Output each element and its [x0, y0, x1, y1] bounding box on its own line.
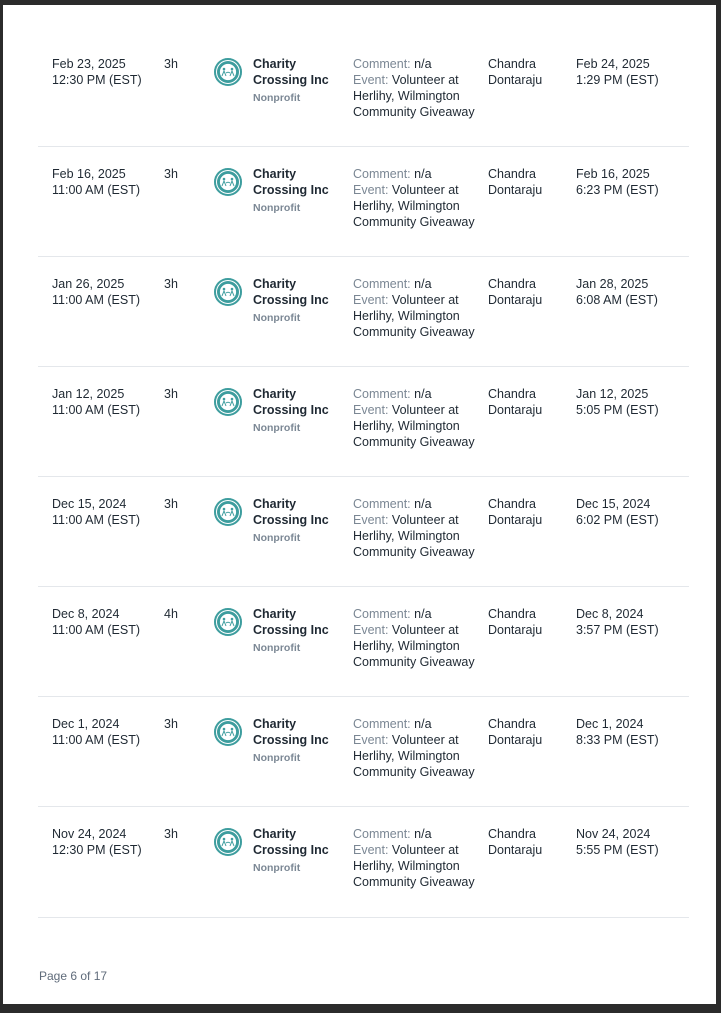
event-label: Event: [353, 183, 389, 197]
volunteer-name: Chandra Dontaraju [488, 167, 543, 197]
entry-hours: 3h [164, 387, 178, 401]
hours-entry-row [38, 147, 689, 257]
logged-at-cell [576, 496, 688, 528]
organization-cell [253, 56, 345, 105]
entry-date: Jan 12, 2025 [52, 387, 125, 401]
entry-date-cell [52, 56, 160, 88]
entry-details-cell [353, 716, 481, 780]
organization-type: Nonprofit [253, 642, 301, 654]
organization-cell [253, 276, 345, 325]
entry-date-cell [52, 716, 160, 748]
logged-time: 6:08 AM (EST) [576, 293, 658, 307]
logged-at-cell [576, 56, 688, 88]
entry-event [353, 732, 481, 780]
organization-name: Charity Crossing Inc [253, 57, 329, 87]
event-label: Event: [353, 733, 389, 747]
organization-type: Nonprofit [253, 312, 301, 324]
entry-hours: 3h [164, 57, 178, 71]
entry-event [353, 72, 481, 120]
charity-crossing-logo-icon [214, 828, 242, 856]
entry-comment [353, 166, 481, 182]
logged-at-cell [576, 386, 688, 418]
charity-crossing-logo-icon [214, 498, 242, 526]
entry-date-cell [52, 386, 160, 418]
entry-comment [353, 716, 481, 732]
entry-date: Dec 1, 2024 [52, 717, 120, 731]
organization-type: Nonprofit [253, 422, 301, 434]
logged-at-cell [576, 606, 688, 638]
comment-label: Comment: [353, 387, 411, 401]
entry-event [353, 842, 481, 890]
organization-name: Charity Crossing Inc [253, 497, 329, 527]
entry-hours: 4h [164, 607, 178, 621]
charity-crossing-logo-icon [214, 58, 242, 86]
comment-label: Comment: [353, 57, 411, 71]
organization-type: Nonprofit [253, 92, 301, 104]
comment-value: n/a [414, 607, 432, 621]
entry-date: Dec 8, 2024 [52, 607, 120, 621]
logged-at-cell [576, 276, 688, 308]
entry-details-cell [353, 826, 481, 890]
organization-type: Nonprofit [253, 752, 301, 764]
hours-entry-row [38, 477, 689, 587]
logged-date: Feb 24, 2025 [576, 57, 650, 71]
logged-date: Jan 28, 2025 [576, 277, 649, 291]
logged-time: 6:23 PM (EST) [576, 183, 659, 197]
comment-label: Comment: [353, 717, 411, 731]
event-value: Volunteer at Herlihy, Wilmington Community Giveaway [353, 623, 475, 669]
entry-hours: 3h [164, 497, 178, 511]
entry-comment [353, 606, 481, 622]
hours-entry-row [38, 37, 689, 147]
entry-date: Dec 15, 2024 [52, 497, 127, 511]
entry-hours: 3h [164, 717, 178, 731]
entry-comment [353, 276, 481, 292]
logged-at-cell [576, 716, 688, 748]
volunteer-name: Chandra Dontaraju [488, 57, 543, 87]
logged-time: 5:55 PM (EST) [576, 843, 659, 857]
entry-time: 11:00 AM (EST) [52, 513, 140, 527]
organization-type: Nonprofit [253, 202, 301, 214]
event-value: Volunteer at Herlihy, Wilmington Community Giveaway [353, 183, 475, 229]
comment-label: Comment: [353, 607, 411, 621]
entry-date: Jan 26, 2025 [52, 277, 125, 291]
event-label: Event: [353, 73, 389, 87]
hours-log-list [38, 37, 689, 918]
entry-date-cell [52, 166, 160, 198]
entry-time: 11:00 AM (EST) [52, 403, 140, 417]
event-label: Event: [353, 293, 389, 307]
logged-date: Nov 24, 2024 [576, 827, 651, 841]
entry-hours: 3h [164, 277, 178, 291]
entry-date: Feb 16, 2025 [52, 167, 126, 181]
logged-date: Dec 15, 2024 [576, 497, 651, 511]
logged-at-cell [576, 166, 688, 198]
logged-date: Jan 12, 2025 [576, 387, 649, 401]
hours-entry-row [38, 697, 689, 807]
entry-comment [353, 386, 481, 402]
entry-hours: 3h [164, 827, 178, 841]
charity-crossing-logo-icon [214, 608, 242, 636]
logged-time: 1:29 PM (EST) [576, 73, 659, 87]
entry-event [353, 402, 481, 450]
event-value: Volunteer at Herlihy, Wilmington Community Giveaway [353, 73, 475, 119]
volunteer-name: Chandra Dontaraju [488, 387, 543, 417]
event-value: Volunteer at Herlihy, Wilmington Community Giveaway [353, 293, 475, 339]
hours-entry-row [38, 257, 689, 367]
organization-name: Charity Crossing Inc [253, 717, 329, 747]
event-label: Event: [353, 623, 389, 637]
entry-event [353, 622, 481, 670]
logged-time: 8:33 PM (EST) [576, 733, 659, 747]
charity-crossing-logo-icon [214, 388, 242, 416]
entry-comment [353, 826, 481, 842]
event-label: Event: [353, 403, 389, 417]
logged-at-cell [576, 826, 688, 858]
event-label: Event: [353, 843, 389, 857]
volunteer-name: Chandra Dontaraju [488, 607, 543, 637]
organization-cell [253, 826, 345, 875]
entry-date: Feb 23, 2025 [52, 57, 126, 71]
comment-value: n/a [414, 57, 432, 71]
entry-time: 11:00 AM (EST) [52, 293, 140, 307]
charity-crossing-logo-icon [214, 168, 242, 196]
comment-label: Comment: [353, 827, 411, 841]
organization-name: Charity Crossing Inc [253, 607, 329, 637]
comment-value: n/a [414, 497, 432, 511]
entry-event [353, 182, 481, 230]
organization-name: Charity Crossing Inc [253, 277, 329, 307]
event-value: Volunteer at Herlihy, Wilmington Community Giveaway [353, 513, 475, 559]
comment-label: Comment: [353, 497, 411, 511]
entry-event [353, 292, 481, 340]
logged-date: Feb 16, 2025 [576, 167, 650, 181]
entry-details-cell [353, 386, 481, 450]
comment-label: Comment: [353, 167, 411, 181]
page-number: Page 6 of 17 [39, 969, 108, 983]
comment-value: n/a [414, 717, 432, 731]
comment-value: n/a [414, 827, 432, 841]
hours-entry-row [38, 587, 689, 697]
entry-time: 12:30 PM (EST) [52, 843, 142, 857]
entry-date-cell [52, 276, 160, 308]
entry-date: Nov 24, 2024 [52, 827, 127, 841]
organization-cell [253, 606, 345, 655]
comment-value: n/a [414, 387, 432, 401]
entry-time: 11:00 AM (EST) [52, 183, 140, 197]
logged-date: Dec 1, 2024 [576, 717, 644, 731]
entry-comment [353, 56, 481, 72]
entry-details-cell [353, 166, 481, 230]
entry-hours: 3h [164, 167, 178, 181]
entry-details-cell [353, 496, 481, 560]
entry-details-cell [353, 276, 481, 340]
volunteer-name: Chandra Dontaraju [488, 497, 543, 527]
organization-type: Nonprofit [253, 862, 301, 874]
organization-name: Charity Crossing Inc [253, 387, 329, 417]
volunteer-name: Chandra Dontaraju [488, 717, 543, 747]
entry-event [353, 512, 481, 560]
organization-name: Charity Crossing Inc [253, 827, 329, 857]
event-value: Volunteer at Herlihy, Wilmington Community Giveaway [353, 843, 475, 889]
entry-details-cell [353, 606, 481, 670]
logged-time: 6:02 PM (EST) [576, 513, 659, 527]
entry-time: 11:00 AM (EST) [52, 623, 140, 637]
charity-crossing-logo-icon [214, 718, 242, 746]
entry-date-cell [52, 496, 160, 528]
event-value: Volunteer at Herlihy, Wilmington Community Giveaway [353, 733, 475, 779]
volunteer-name: Chandra Dontaraju [488, 827, 543, 857]
entry-date-cell [52, 826, 160, 858]
organization-cell [253, 166, 345, 215]
organization-name: Charity Crossing Inc [253, 167, 329, 197]
logged-time: 3:57 PM (EST) [576, 623, 659, 637]
hours-entry-row [38, 367, 689, 477]
entry-comment [353, 496, 481, 512]
organization-type: Nonprofit [253, 532, 301, 544]
comment-value: n/a [414, 167, 432, 181]
comment-label: Comment: [353, 277, 411, 291]
logged-time: 5:05 PM (EST) [576, 403, 659, 417]
organization-cell [253, 496, 345, 545]
organization-cell [253, 716, 345, 765]
entry-date-cell [52, 606, 160, 638]
volunteer-name: Chandra Dontaraju [488, 277, 543, 307]
logged-date: Dec 8, 2024 [576, 607, 644, 621]
entry-details-cell [353, 56, 481, 120]
charity-crossing-logo-icon [214, 278, 242, 306]
hours-entry-row [38, 807, 689, 918]
document-page [3, 5, 716, 1004]
organization-cell [253, 386, 345, 435]
entry-time: 12:30 PM (EST) [52, 73, 142, 87]
entry-time: 11:00 AM (EST) [52, 733, 140, 747]
comment-value: n/a [414, 277, 432, 291]
event-label: Event: [353, 513, 389, 527]
event-value: Volunteer at Herlihy, Wilmington Community Giveaway [353, 403, 475, 449]
